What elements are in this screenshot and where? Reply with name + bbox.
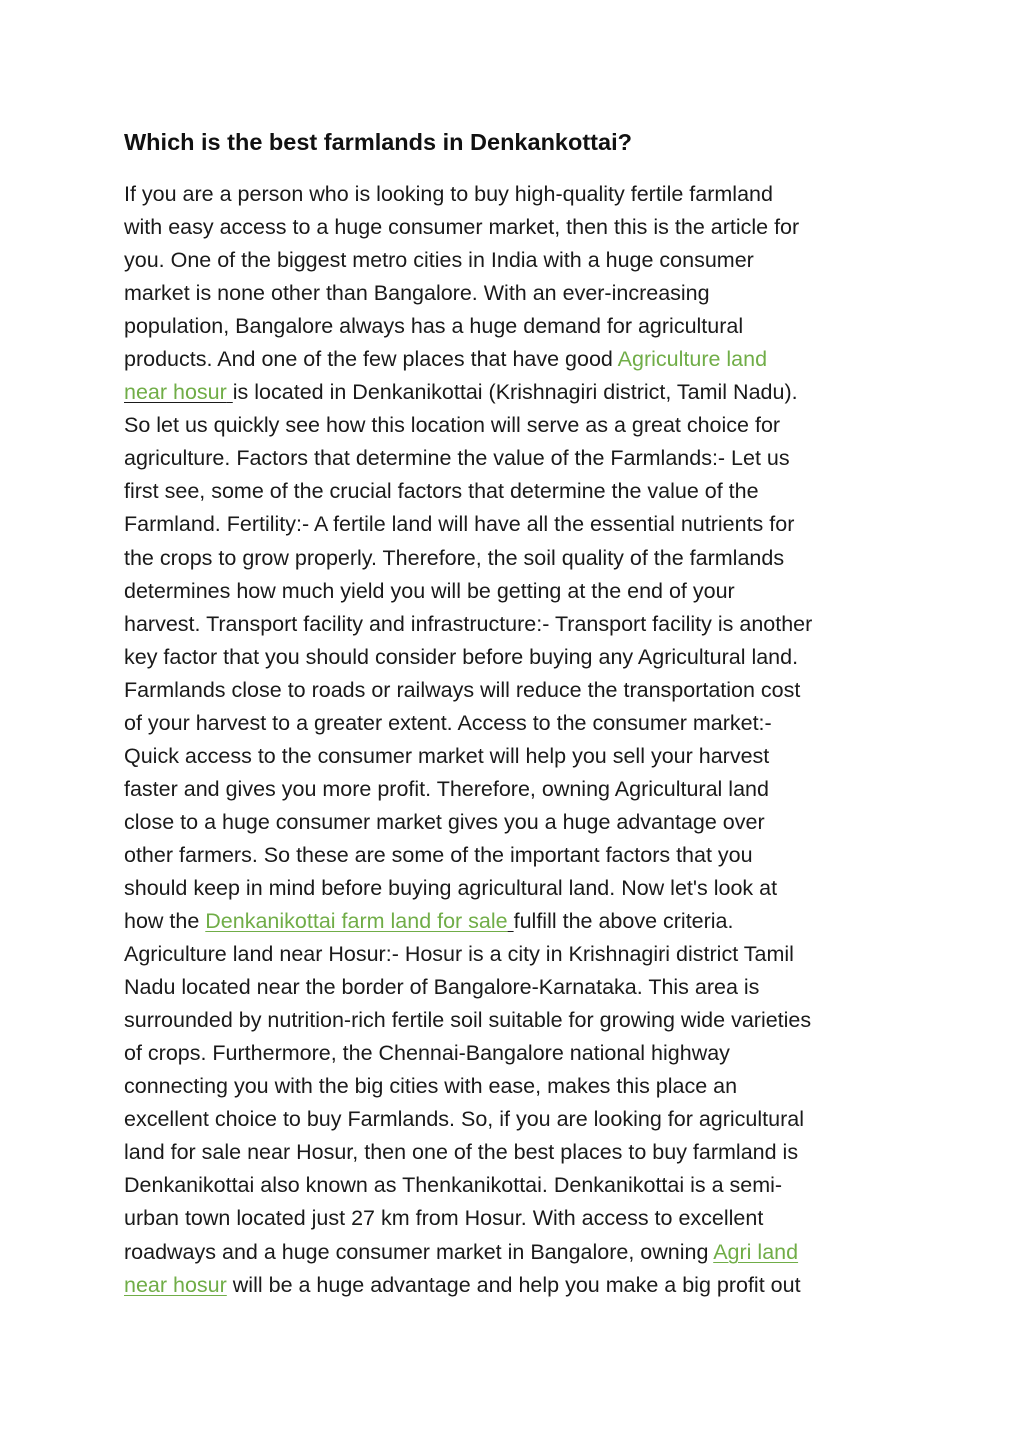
text-line: of crops. Furthermore, the Chennai-Bangalore national highway	[124, 1041, 730, 1066]
text-line: connecting you with the big cities with ease, makes this place an	[124, 1074, 738, 1099]
text-line: faster and gives you more profit. Therefore, owning Agricultural land	[124, 776, 769, 801]
text-line: Quick access to the consumer market will help you sell your harvest	[124, 743, 770, 768]
text-line-with-link	[124, 905, 906, 938]
text-line: population, Bangalore always has a huge demand for agricultural	[124, 314, 744, 339]
page-title: Which is the best farmlands in Denkankottai?	[124, 129, 632, 155]
text-line-with-link	[124, 343, 906, 376]
text-line: Agriculture land near Hosur:- Hosur is a city in Krishnagiri district Tamil	[124, 942, 794, 967]
text-segment: fulfill the above criteria.	[513, 909, 734, 934]
text-segment: how the	[124, 909, 206, 934]
text-line: agriculture. Factors that determine the value of the Farmlands:- Let us	[124, 446, 790, 471]
text-line: excellent choice to buy Farmlands. So, if you are looking for agricultural	[124, 1107, 804, 1132]
text-line: market is none other than Bangalore. With an ever-increasing	[124, 281, 710, 306]
text-segment: will be a huge advantage and help you make a big profit out	[232, 1272, 801, 1297]
text-line: Nadu located near the border of Bangalore-Karnataka. This area is	[124, 975, 760, 1000]
text-line: If you are a person who is looking to buy high-quality fertile farmland	[124, 182, 773, 206]
document-page	[124, 122, 906, 1302]
text-line-with-link	[124, 1236, 906, 1269]
link-text: near hosur	[124, 380, 227, 405]
text-segment: roadways and a huge consumer market in Bangalore, owning	[124, 1239, 714, 1264]
agriculture-land-link-continued[interactable]	[124, 380, 233, 404]
article-body	[124, 178, 906, 1302]
text-segment: is located in Denkanikottai (Krishnagiri district, Tamil Nadu).	[232, 380, 798, 405]
text-line: determines how much yield you will be getting at the end of your	[124, 578, 735, 603]
text-line: other farmers. So these are some of the important factors that you	[124, 842, 753, 867]
text-line: surrounded by nutrition-rich fertile soil suitable for growing wide varieties	[124, 1008, 812, 1033]
farm-land-for-sale-link[interactable]: Denkanikottai farm land for sale	[205, 909, 508, 934]
text-line: you. One of the biggest metro cities in India with a huge consumer	[124, 248, 754, 273]
text-line: should keep in mind before buying agricultural land. Now let's look at	[124, 875, 778, 900]
agriculture-land-link[interactable]: Agriculture land	[617, 347, 768, 372]
text-line-with-link	[124, 1269, 906, 1302]
text-line: key factor that you should consider before buying any Agricultural land.	[124, 644, 799, 669]
agri-land-link-continued[interactable]: near hosur	[124, 1272, 227, 1297]
text-line-with-link	[124, 376, 906, 409]
text-line: harvest. Transport facility and infrastructure:- Transport facility is another	[124, 611, 813, 636]
text-line: the crops to grow properly. Therefore, the soil quality of the farmlands	[124, 545, 785, 570]
text-line: So let us quickly see how this location will serve as a great choice for	[124, 413, 781, 438]
text-line: Denkanikottai also known as Thenkanikottai. Denkanikottai is a semi-	[124, 1173, 783, 1198]
agri-land-link[interactable]: Agri land	[713, 1239, 799, 1264]
text-line: Farmland. Fertility:- A fertile land will have all the essential nutrients for	[124, 512, 795, 537]
text-line: first see, some of the crucial factors that determine the value of the	[124, 479, 759, 504]
text-line: of your harvest to a greater extent. Access to the consumer market:-	[124, 710, 772, 735]
text-line: urban town located just 27 km from Hosur. With access to excellent	[124, 1206, 764, 1231]
text-line: Farmlands close to roads or railways will reduce the transportation cost	[124, 677, 801, 702]
text-line: land for sale near Hosur, then one of the best places to buy farmland is	[124, 1140, 799, 1165]
text-line: with easy access to a huge consumer market, then this is the article for	[124, 215, 800, 240]
text-segment: products. And one of the few places that have good	[124, 347, 618, 372]
text-line: close to a huge consumer market gives you a huge advantage over	[124, 809, 765, 834]
